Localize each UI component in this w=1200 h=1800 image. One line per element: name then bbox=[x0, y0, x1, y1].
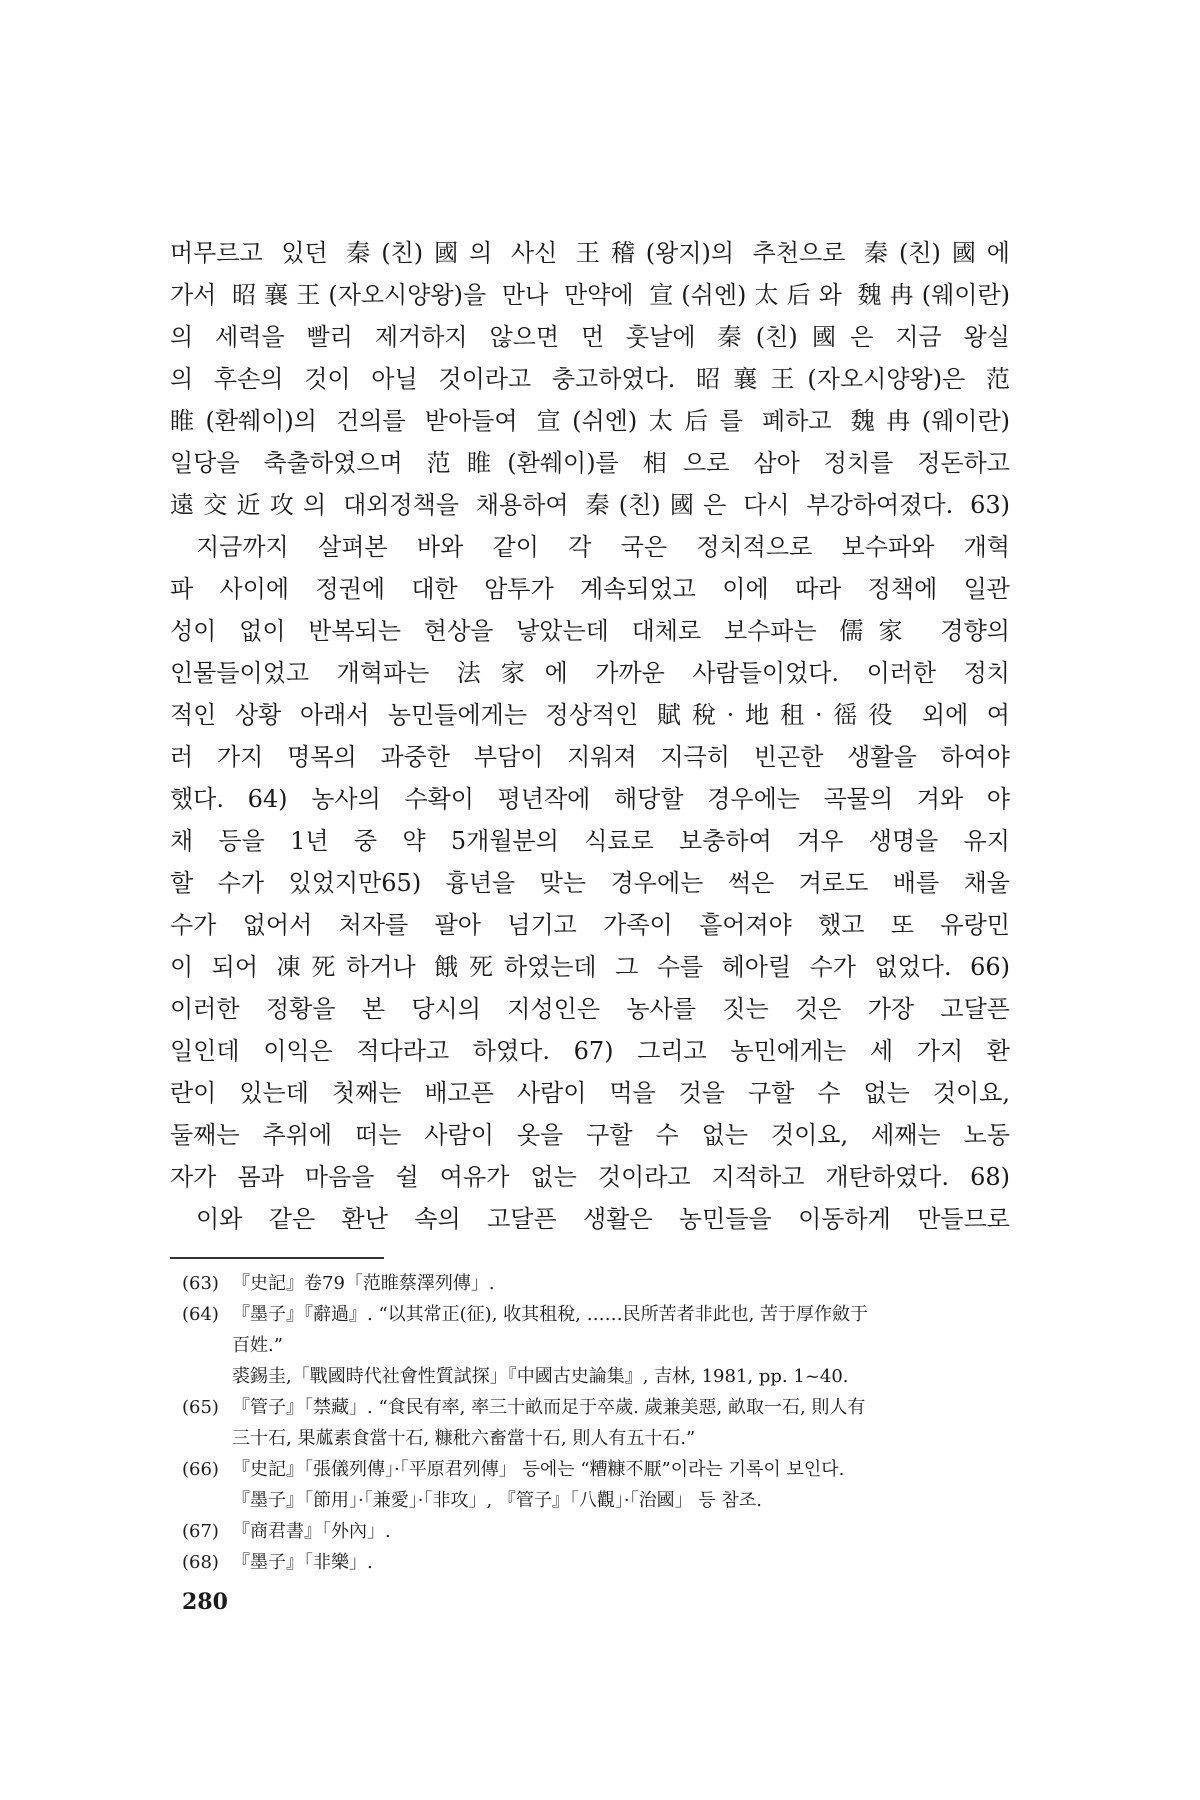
footnote-text: 『商君書』「外內」. bbox=[232, 1521, 391, 1542]
body-line: 의 후손의 것이 아닐 것이라고 충고하였다. 昭襄王(자오시양왕)은 范 bbox=[170, 365, 1010, 393]
body-line: 인물들이었고 개혁파는 法家에 가까운 사람들이었다. 이러한 정치 bbox=[170, 659, 1010, 687]
footnote bbox=[182, 1423, 1012, 1454]
body-line: 채 등을 1년 중 약 5개월분의 식료로 보충하여 겨우 생명을 유지 bbox=[170, 827, 1010, 855]
body-line: 했다. 64) 농사의 수확이 평년작에 해당할 경우에는 곡물의 겨와 야 bbox=[170, 785, 1010, 813]
footnote-text: 『墨子』「節用」·「兼愛」·「非攻」, 『管子』「八觀」·「治國」 등 참조. bbox=[232, 1490, 762, 1511]
footnote-text: 『史記』「張儀列傳」·「平原君列傳」 등에는 “糟糠不厭”이라는 기록이 보인다. bbox=[232, 1459, 845, 1480]
footnote-text: 三十石, 果蓏素食當十石, 糠秕六畜當十石, 則人有五十石.” bbox=[232, 1428, 696, 1449]
footnote-number: (63) bbox=[182, 1273, 219, 1294]
body-line: 파 사이에 정권에 대한 암투가 계속되었고 이에 따라 정책에 일관 bbox=[170, 575, 1010, 603]
footnote-text: 『管子』「禁藏」. “食民有率, 率三十畝而足于卒歲. 歲兼美惡, 畝取一石, 則人有 bbox=[232, 1397, 866, 1418]
footnote-text: 『墨子』「非樂」. bbox=[232, 1552, 373, 1573]
body-line: 머무르고 있던 秦(친)國의 사신 王稽(왕지)의 추천으로 秦(친)國에 bbox=[170, 239, 1010, 267]
footnote bbox=[182, 1485, 1012, 1516]
footnote bbox=[182, 1516, 1012, 1547]
body-line: 일인데 이익은 적다라고 하였다. 67) 그리고 농민에게는 세 가지 환 bbox=[170, 1037, 1010, 1065]
footnotes bbox=[182, 1268, 1012, 1578]
footnote-text: 裘錫圭,「戰國時代社會性質試探」『中國古史論集』, 吉林, 1981, pp. 1~40. bbox=[232, 1366, 849, 1387]
body-line: 자가 몸과 마음을 쉴 여유가 없는 것이라고 지적하고 개탄하였다. 68) bbox=[170, 1163, 1010, 1191]
body-line: 이 되어 凍死하거나 餓死하였는데 그 수를 헤아릴 수가 없었다. 66) bbox=[170, 953, 1010, 981]
footnote bbox=[182, 1392, 1012, 1423]
body-line: 일당을 축출하였으며 范睢(환쒜이)를 相으로 삼아 정치를 정돈하고 bbox=[170, 449, 1010, 477]
page-number: 280 bbox=[182, 1589, 228, 1615]
body-line: 이러한 정황을 본 당시의 지성인은 농사를 짓는 것은 가장 고달픈 bbox=[170, 995, 1010, 1023]
body-line: 지금까지 살펴본 바와 같이 각 국은 정치적으로 보수파와 개혁 bbox=[196, 533, 1010, 561]
footnote-number: (68) bbox=[182, 1552, 219, 1573]
footnote bbox=[182, 1454, 1012, 1485]
body-line: 둘째는 추위에 떠는 사람이 옷을 구할 수 없는 것이요, 세째는 노동 bbox=[170, 1121, 1010, 1149]
footnote-text: 『墨子』『辭過』. “以其常正(征), 收其租稅, ……民所苦者非此也, 苦于厚作斂于 bbox=[232, 1304, 869, 1325]
body-line: 睢(환쒜이)의 건의를 받아들여 宣(쉬엔)太后를 폐하고 魏冉(웨이란) bbox=[170, 407, 1010, 435]
body-line: 의 세력을 빨리 제거하지 않으면 먼 훗날에 秦(친)國은 지금 왕실 bbox=[170, 323, 1010, 351]
footnote-number: (66) bbox=[182, 1459, 219, 1480]
body-line: 遠交近攻의 대외정책을 채용하여 秦(친)國은 다시 부강하여졌다. 63) bbox=[170, 491, 1010, 519]
footnote bbox=[182, 1268, 1012, 1299]
body-line: 가서 昭襄王(자오시양왕)을 만나 만약에 宣(쉬엔)太后와 魏冉(웨이란) bbox=[170, 281, 1010, 309]
footnote bbox=[182, 1361, 1012, 1392]
body-line: 성이 없이 반복되는 현상을 낳았는데 대체로 보수파는 儒家 경향의 bbox=[170, 617, 1010, 645]
footnote bbox=[182, 1547, 1012, 1578]
footnote-divider bbox=[170, 1257, 384, 1259]
body-line: 러 가지 명목의 과중한 부담이 지워져 지극히 빈곤한 생활을 하여야 bbox=[170, 743, 1010, 771]
footnote-number: (65) bbox=[182, 1397, 219, 1418]
footnote-text: 百姓.” bbox=[232, 1335, 283, 1356]
body-text bbox=[170, 232, 1010, 1240]
body-line: 적인 상황 아래서 농민들에게는 정상적인 賦稅·地租·徭役 외에 여 bbox=[170, 701, 1010, 729]
body-line: 수가 없어서 처자를 팔아 넘기고 가족이 흩어져야 했고 또 유랑민 bbox=[170, 911, 1010, 939]
footnote-text: 『史記』卷79「范睢蔡澤列傳」. bbox=[232, 1273, 495, 1294]
body-line: 할 수가 있었지만65) 흉년을 맞는 경우에는 썩은 겨로도 배를 채울 bbox=[170, 869, 1010, 897]
footnote-number: (64) bbox=[182, 1304, 219, 1325]
footnote bbox=[182, 1299, 1012, 1330]
footnote-number: (67) bbox=[182, 1521, 219, 1542]
body-line: 이와 같은 환난 속의 고달픈 생활은 농민들을 이동하게 만들므로 bbox=[196, 1205, 1010, 1233]
footnote bbox=[182, 1330, 1012, 1361]
body-line: 란이 있는데 첫째는 배고픈 사람이 먹을 것을 구할 수 없는 것이요, bbox=[170, 1079, 1010, 1107]
